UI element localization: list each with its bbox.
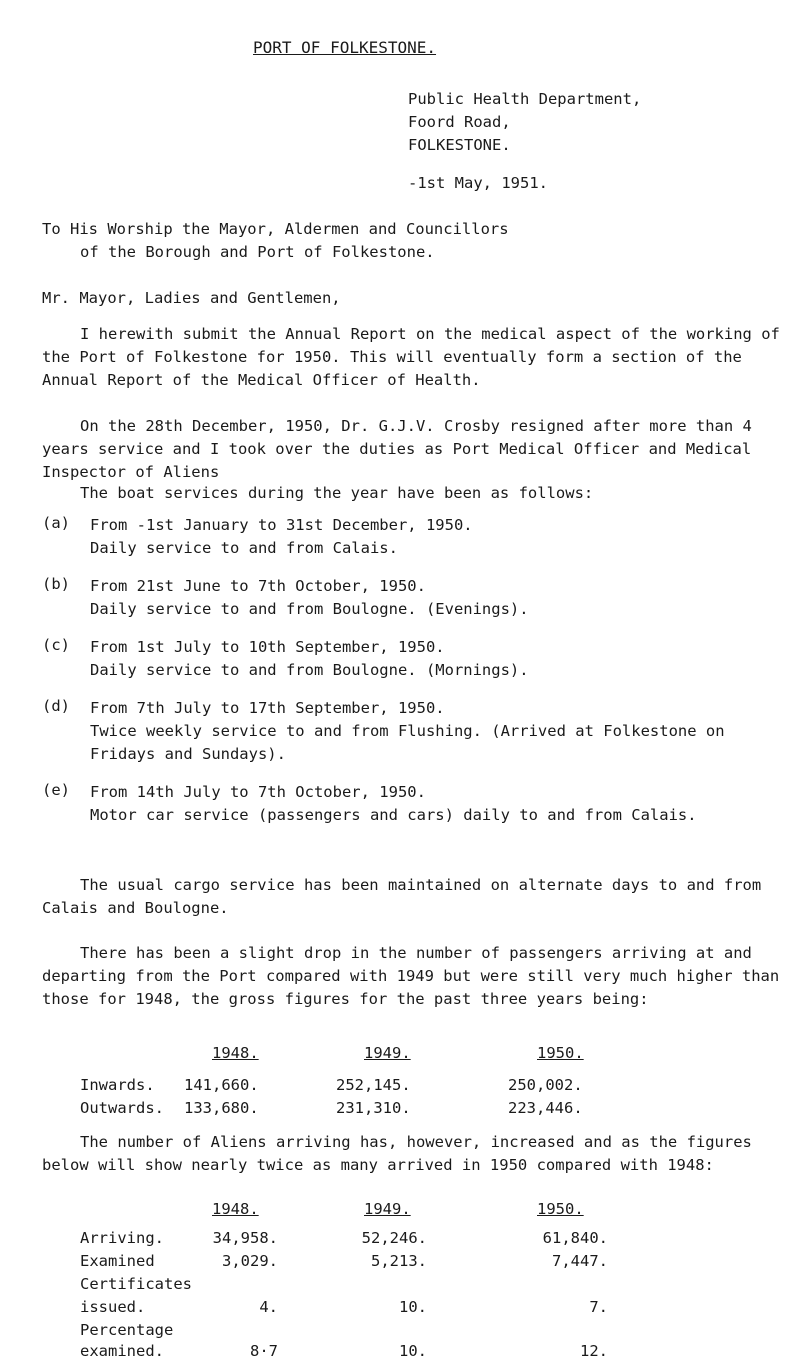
row-label: Examined xyxy=(80,1252,155,1270)
year-header: 1950. xyxy=(537,1200,584,1218)
row-label: Percentage xyxy=(80,1321,174,1339)
table-cell: 7,447. xyxy=(552,1252,608,1270)
paragraph-boat-intro: The boat services during the year have been as follows: xyxy=(80,484,594,502)
service-dates: From 7th July to 17th September, 1950. xyxy=(90,699,445,717)
row-label: Inwards. xyxy=(80,1076,155,1094)
paragraph-cargo: The usual cargo service has been maintained on alternate days to and from Calais and Boulogne. xyxy=(42,876,762,917)
service-description: Motor car service (passengers and cars) daily to and from Calais. xyxy=(90,806,697,824)
table-cell: 7. xyxy=(589,1298,608,1316)
service-label: (d) xyxy=(42,697,70,715)
salutation: Mr. Mayor, Ladies and Gentlemen, xyxy=(42,289,341,307)
service-dates: From 1st July to 10th September, 1950. xyxy=(90,638,445,656)
table-cell: 133,680. xyxy=(184,1099,259,1117)
paragraph-intro: I herewith submit the Annual Report on the medical aspect of the working of the Port of Folkestone for 1950. This will eventually form a section of the Annual Report of the Medical Officer of Health. xyxy=(42,325,780,389)
service-description: Daily service to and from Boulogne. (Evenings). xyxy=(90,600,529,618)
table-cell: 250,002. xyxy=(508,1076,583,1094)
table-cell: 5,213. xyxy=(371,1252,427,1270)
table-cell: 231,310. xyxy=(336,1099,411,1117)
service-label: (a) xyxy=(42,514,70,532)
service-label: (c) xyxy=(42,636,70,654)
address-town: FOLKESTONE. xyxy=(408,136,511,154)
paragraph-passengers: There has been a slight drop in the number of passengers arriving at and departing from the Port compared with 1949 but were still very much higher than those for 1948, the gross figures for the past three years being: xyxy=(42,944,780,1008)
service-dates: From 14th July to 7th October, 1950. xyxy=(90,783,426,801)
service-label: (b) xyxy=(42,575,70,593)
year-header: 1949. xyxy=(364,1044,411,1062)
table-cell: 8·7 xyxy=(250,1342,278,1360)
service-description: Twice weekly service to and from Flushing. (Arrived at Folkestone on Fridays and Sundays). xyxy=(90,722,725,763)
row-label: Certificates xyxy=(80,1275,192,1293)
letter-date: -1st May, 1951. xyxy=(408,174,548,192)
row-label-continued: examined. xyxy=(80,1342,164,1360)
table-cell: 141,660. xyxy=(184,1076,259,1094)
table-cell: 12. xyxy=(580,1342,608,1360)
row-label: Outwards. xyxy=(80,1099,164,1117)
service-description: Daily service to and from Boulogne. (Mornings). xyxy=(90,661,529,679)
table-cell: 252,145. xyxy=(336,1076,411,1094)
row-label-continued: issued. xyxy=(80,1298,146,1316)
service-dates: From -1st January to 31st December, 1950. xyxy=(90,516,473,534)
service-description: Daily service to and from Calais. xyxy=(90,539,398,557)
table-cell: 10. xyxy=(399,1298,427,1316)
paragraph-resignation: On the 28th December, 1950, Dr. G.J.V. Crosby resigned after more than 4 years service and I took over the duties as Port Medical Officer and Medical Inspector of Aliens xyxy=(42,417,752,481)
paragraph-aliens: The number of Aliens arriving has, however, increased and as the figures below will show nearly twice as many arrived in 1950 compared with 1948: xyxy=(42,1133,752,1174)
year-header: 1948. xyxy=(212,1044,259,1062)
table-cell: 52,246. xyxy=(361,1229,427,1247)
table-cell: 61,840. xyxy=(542,1229,608,1247)
service-dates: From 21st June to 7th October, 1950. xyxy=(90,577,426,595)
addressee-line-2: of the Borough and Port of Folkestone. xyxy=(80,243,435,261)
year-header: 1949. xyxy=(364,1200,411,1218)
table-cell: 4. xyxy=(259,1298,278,1316)
table-cell: 10. xyxy=(399,1342,427,1360)
year-header: 1950. xyxy=(537,1044,584,1062)
row-label: Arriving. xyxy=(80,1229,164,1247)
table-cell: 3,029. xyxy=(222,1252,278,1270)
table-cell: 223,446. xyxy=(508,1099,583,1117)
table-cell: 34,958. xyxy=(212,1229,278,1247)
address-road: Foord Road, xyxy=(408,113,511,131)
year-header: 1948. xyxy=(212,1200,259,1218)
service-label: (e) xyxy=(42,781,70,799)
address-department: Public Health Department, xyxy=(408,90,642,108)
addressee-line-1: To His Worship the Mayor, Aldermen and Councillors xyxy=(42,220,509,238)
page-title: PORT OF FOLKESTONE. xyxy=(253,38,437,57)
